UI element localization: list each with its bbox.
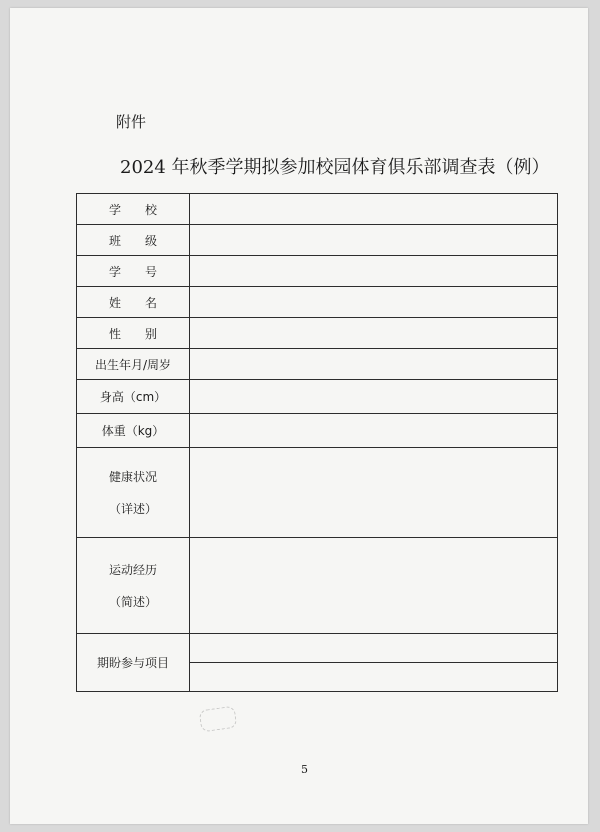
- student-id-label: 学 号: [77, 256, 190, 287]
- table-row: [77, 448, 558, 538]
- birth-age-label: 出生年月/周岁: [77, 349, 190, 380]
- table-row: [77, 256, 558, 287]
- sports-experience-label: [77, 538, 190, 634]
- health-status-line1: 健康状况: [108, 469, 157, 484]
- school-field[interactable]: [190, 194, 558, 225]
- document-page: [10, 8, 588, 824]
- weight-field[interactable]: [190, 414, 558, 448]
- table-row: [77, 538, 558, 634]
- name-label: 姓 名: [77, 287, 190, 318]
- school-label: 学 校: [77, 194, 190, 225]
- health-status-line2: （详述）: [108, 501, 157, 516]
- height-field[interactable]: [190, 380, 558, 414]
- table-row: [77, 380, 558, 414]
- birth-age-field[interactable]: [190, 349, 558, 380]
- class-field[interactable]: [190, 225, 558, 256]
- sports-experience-line1: 运动经历: [108, 562, 157, 577]
- class-label: 班 级: [77, 225, 190, 256]
- weight-label: 体重（kg）: [77, 414, 190, 448]
- table-row: [77, 318, 558, 349]
- sports-experience-line2: （简述）: [108, 594, 157, 609]
- gender-label: 性 别: [77, 318, 190, 349]
- table-row: [77, 287, 558, 318]
- table-row: [77, 225, 558, 256]
- gender-field[interactable]: [190, 318, 558, 349]
- student-id-field[interactable]: [190, 256, 558, 287]
- table-row: [77, 634, 558, 692]
- health-status-label: [77, 448, 190, 538]
- desired-activities-line-1[interactable]: [190, 634, 557, 663]
- height-label: 身高（cm）: [77, 380, 190, 414]
- table-row: [77, 414, 558, 448]
- page-number: 5: [301, 763, 308, 776]
- desired-activities-field[interactable]: [190, 634, 558, 692]
- desired-activities-line-2[interactable]: [190, 663, 557, 691]
- name-field[interactable]: [190, 287, 558, 318]
- scan-smudge: [199, 706, 238, 733]
- table-row: [77, 194, 558, 225]
- survey-table: [76, 193, 558, 692]
- desired-activities-label: 期盼参与项目: [77, 634, 190, 692]
- health-status-field[interactable]: [190, 448, 558, 538]
- table-row: [77, 349, 558, 380]
- page-title: 2024 年秋季学期拟参加校园体育俱乐部调查表（例）: [120, 157, 550, 178]
- attachment-label: 附件: [116, 113, 147, 131]
- sports-experience-field[interactable]: [190, 538, 558, 634]
